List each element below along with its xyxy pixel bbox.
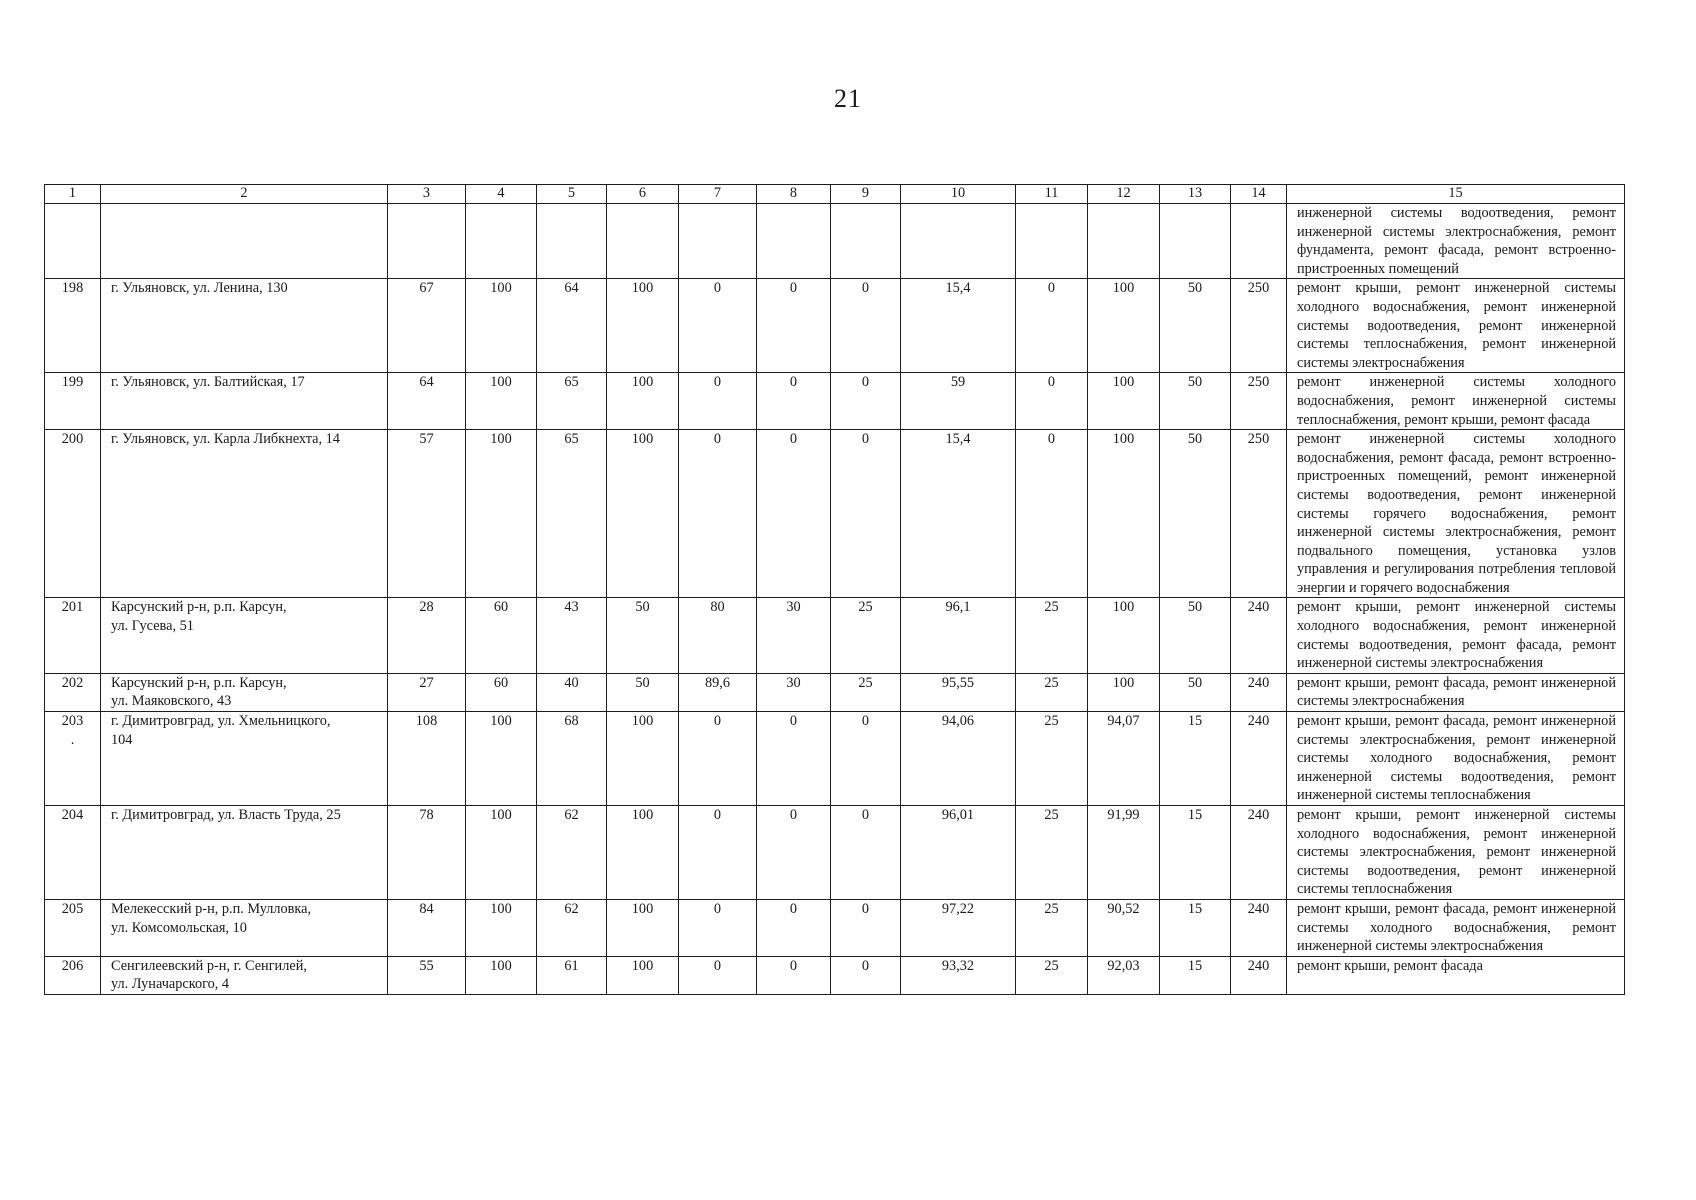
value-cell-c10: 95,55 — [901, 673, 1016, 711]
column-header: 4 — [466, 185, 537, 204]
table-row — [45, 899, 1625, 956]
value-cell-c7: 0 — [679, 430, 757, 598]
value-cell-c4: 100 — [466, 806, 537, 900]
value-cell-c4: 100 — [466, 956, 537, 994]
value-cell-c11: 0 — [1016, 279, 1088, 373]
table-row — [45, 673, 1625, 711]
value-cell-c11: 25 — [1016, 899, 1088, 956]
value-cell-c7: 0 — [679, 712, 757, 806]
value-cell-c8: 0 — [757, 712, 831, 806]
value-cell-c8: 0 — [757, 279, 831, 373]
value-cell-c9: 0 — [831, 430, 901, 598]
value-cell-c8: 0 — [757, 430, 831, 598]
value-cell-c14: 240 — [1231, 806, 1287, 900]
value-cell-c5: 64 — [537, 279, 607, 373]
row-number-cell: 198 — [45, 279, 101, 373]
value-cell-c12: 100 — [1088, 373, 1160, 430]
row-number-cell: 200 — [45, 430, 101, 598]
value-cell-c13: 15 — [1160, 712, 1231, 806]
value-cell-c4: 100 — [466, 712, 537, 806]
value-cell-c13: 15 — [1160, 899, 1231, 956]
work-description-cell: инженерной системы водоотведения, ремонт инженерной системы электроснабжения, ремонт фундамента, ремонт фасада, ремонт встроенно-пристроенных помещений — [1287, 204, 1625, 279]
value-cell-c10: 97,22 — [901, 899, 1016, 956]
value-cell-c13: 50 — [1160, 673, 1231, 711]
value-cell-c13: 50 — [1160, 598, 1231, 673]
value-cell-c9: 25 — [831, 598, 901, 673]
row-number-cell: 203 . — [45, 712, 101, 806]
value-cell-c6: 50 — [607, 673, 679, 711]
row-number-cell: 205 — [45, 899, 101, 956]
value-cell-c8: 0 — [757, 899, 831, 956]
address-cell: Карсунский р-н, р.п. Карсун, ул. Маяковского, 43 — [101, 673, 388, 711]
value-cell-c12: 100 — [1088, 673, 1160, 711]
value-cell-c8: 0 — [757, 373, 831, 430]
value-cell-c11: 0 — [1016, 373, 1088, 430]
value-cell-c13: 50 — [1160, 430, 1231, 598]
address-cell: г. Димитровград, ул. Хмельницкого, 104 — [101, 712, 388, 806]
value-cell-c14: 240 — [1231, 956, 1287, 994]
value-cell-c6: 100 — [607, 956, 679, 994]
value-cell-c7: 0 — [679, 899, 757, 956]
value-cell-c14: 250 — [1231, 430, 1287, 598]
value-cell-c14: 240 — [1231, 899, 1287, 956]
value-cell-c10: 59 — [901, 373, 1016, 430]
value-cell-c14: 240 — [1231, 598, 1287, 673]
value-cell-c6: 100 — [607, 373, 679, 430]
value-cell-c5: 40 — [537, 673, 607, 711]
table-row — [45, 806, 1625, 900]
value-cell-c10: 94,06 — [901, 712, 1016, 806]
value-cell-c10: 96,1 — [901, 598, 1016, 673]
value-cell-c8: 0 — [757, 806, 831, 900]
value-cell-c14: 240 — [1231, 673, 1287, 711]
value-cell-c13: 15 — [1160, 956, 1231, 994]
value-cell-c5: 68 — [537, 712, 607, 806]
value-cell-c6: 100 — [607, 899, 679, 956]
work-description-cell: ремонт крыши, ремонт фасада, ремонт инженерной системы электроснабжения, ремонт инженерной системы холодного водоснабжения, ремонт инженерной системы водоотведения, ремонт инженерной системы теплоснабжения — [1287, 712, 1625, 806]
value-cell-c7: 0 — [679, 373, 757, 430]
value-cell-c5: 62 — [537, 899, 607, 956]
value-cell-c9: 0 — [831, 806, 901, 900]
value-cell-c8: 30 — [757, 598, 831, 673]
table-row — [45, 598, 1625, 673]
column-header: 6 — [607, 185, 679, 204]
value-cell-c3: 27 — [388, 673, 466, 711]
work-description-cell: ремонт крыши, ремонт инженерной системы холодного водоснабжения, ремонт инженерной системы водоотведения, ремонт фасада, ремонт инженерной системы электроснабжения — [1287, 598, 1625, 673]
table-row — [45, 712, 1625, 806]
address-cell: Карсунский р-н, р.п. Карсун, ул. Гусева, 51 — [101, 598, 388, 673]
value-cell-c11: 25 — [1016, 712, 1088, 806]
value-cell-c13: 50 — [1160, 279, 1231, 373]
column-header: 3 — [388, 185, 466, 204]
value-cell-c6: 100 — [607, 806, 679, 900]
value-cell-c11: 25 — [1016, 806, 1088, 900]
value-cell-c9: 0 — [831, 279, 901, 373]
value-cell-c9: 0 — [831, 712, 901, 806]
value-cell-c10: 15,4 — [901, 430, 1016, 598]
work-description-cell: ремонт крыши, ремонт фасада — [1287, 956, 1625, 994]
value-cell-c6: 100 — [607, 430, 679, 598]
row-number-cell: 201 — [45, 598, 101, 673]
column-header: 8 — [757, 185, 831, 204]
column-header: 7 — [679, 185, 757, 204]
address-cell: г. Ульяновск, ул. Балтийская, 17 — [101, 373, 388, 430]
value-cell-c11: 25 — [1016, 598, 1088, 673]
page-number: 21 — [834, 84, 862, 113]
work-description-cell: ремонт инженерной системы холодного водоснабжения, ремонт фасада, ремонт встроенно-пристроенных помещений, ремонт инженерной системы водоотведения, ремонт инженерной системы горячего водоснабжения, ремонт инженерной системы электроснабжения, ремонт подвального помещения, установка узлов управления и регулирования потребления тепловой энергии и горячего водоснабжения — [1287, 430, 1625, 598]
column-header: 14 — [1231, 185, 1287, 204]
row-number-cell: 206 — [45, 956, 101, 994]
row-number-cell: 199 — [45, 373, 101, 430]
value-cell-c11: 25 — [1016, 956, 1088, 994]
work-description-cell: ремонт крыши, ремонт инженерной системы холодного водоснабжения, ремонт инженерной системы электроснабжения, ремонт инженерной системы водоотведения, ремонт инженерной системы теплоснабжения — [1287, 806, 1625, 900]
value-cell-c3: 108 — [388, 712, 466, 806]
value-cell-c6: 100 — [607, 279, 679, 373]
value-cell-c3: 28 — [388, 598, 466, 673]
value-cell-c10: 93,32 — [901, 956, 1016, 994]
address-cell: Мелекесский р-н, р.п. Мулловка, ул. Комсомольская, 10 — [101, 899, 388, 956]
value-cell-c6: 100 — [607, 712, 679, 806]
work-description-cell: ремонт крыши, ремонт фасада, ремонт инженерной системы электроснабжения — [1287, 673, 1625, 711]
value-cell-c12: 100 — [1088, 279, 1160, 373]
value-cell-c7: 80 — [679, 598, 757, 673]
value-cell-c12: 94,07 — [1088, 712, 1160, 806]
table-row — [45, 373, 1625, 430]
work-description-cell: ремонт крыши, ремонт фасада, ремонт инженерной системы холодного водоснабжения, ремонт инженерной системы электроснабжения — [1287, 899, 1625, 956]
value-cell-c3: 57 — [388, 430, 466, 598]
value-cell-c3: 55 — [388, 956, 466, 994]
repair-program-table — [44, 184, 1625, 995]
address-cell: г. Димитровград, ул. Власть Труда, 25 — [101, 806, 388, 900]
column-header: 10 — [901, 185, 1016, 204]
table-header-row — [45, 185, 1625, 204]
value-cell-c11: 25 — [1016, 673, 1088, 711]
value-cell-c5: 65 — [537, 373, 607, 430]
value-cell-c9: 0 — [831, 373, 901, 430]
row-number-cell: 202 — [45, 673, 101, 711]
value-cell-c12: 100 — [1088, 598, 1160, 673]
value-cell-c10: 96,01 — [901, 806, 1016, 900]
value-cell-c7: 0 — [679, 806, 757, 900]
table-row — [45, 956, 1625, 994]
value-cell-c4: 60 — [466, 673, 537, 711]
value-cell-c8: 0 — [757, 956, 831, 994]
table-row — [45, 279, 1625, 373]
value-cell-c4: 100 — [466, 373, 537, 430]
value-cell-c12: 90,52 — [1088, 899, 1160, 956]
value-cell-c13: 15 — [1160, 806, 1231, 900]
value-cell-c14: 250 — [1231, 279, 1287, 373]
value-cell-c3: 78 — [388, 806, 466, 900]
value-cell-c9: 25 — [831, 673, 901, 711]
value-cell-c10: 15,4 — [901, 279, 1016, 373]
work-description-cell: ремонт крыши, ремонт инженерной системы холодного водоснабжения, ремонт инженерной системы водоотведения, ремонт инженерной системы теплоснабжения, ремонт инженерной системы электроснабжения — [1287, 279, 1625, 373]
value-cell-c14: 250 — [1231, 373, 1287, 430]
row-number-cell: 204 — [45, 806, 101, 900]
column-header: 9 — [831, 185, 901, 204]
value-cell-c4: 100 — [466, 899, 537, 956]
value-cell-c6: 50 — [607, 598, 679, 673]
column-header: 1 — [45, 185, 101, 204]
value-cell-c12: 92,03 — [1088, 956, 1160, 994]
value-cell-c3: 67 — [388, 279, 466, 373]
value-cell-c11: 0 — [1016, 430, 1088, 598]
column-header: 15 — [1287, 185, 1625, 204]
value-cell-c5: 65 — [537, 430, 607, 598]
value-cell-c9: 0 — [831, 899, 901, 956]
work-description-cell: ремонт инженерной системы холодного водоснабжения, ремонт инженерной системы теплоснабжения, ремонт крыши, ремонт фасада — [1287, 373, 1625, 430]
value-cell-c7: 89,6 — [679, 673, 757, 711]
value-cell-c3: 84 — [388, 899, 466, 956]
value-cell-c4: 100 — [466, 279, 537, 373]
value-cell-c5: 62 — [537, 806, 607, 900]
value-cell-c14: 240 — [1231, 712, 1287, 806]
address-cell: г. Ульяновск, ул. Ленина, 130 — [101, 279, 388, 373]
continuation-row — [45, 204, 1625, 279]
column-header: 2 — [101, 185, 388, 204]
address-cell: Сенгилеевский р-н, г. Сенгилей, ул. Луначарского, 4 — [101, 956, 388, 994]
column-header: 12 — [1088, 185, 1160, 204]
value-cell-c12: 91,99 — [1088, 806, 1160, 900]
table-row — [45, 430, 1625, 598]
value-cell-c7: 0 — [679, 279, 757, 373]
value-cell-c9: 0 — [831, 956, 901, 994]
value-cell-c4: 60 — [466, 598, 537, 673]
value-cell-c8: 30 — [757, 673, 831, 711]
value-cell-c13: 50 — [1160, 373, 1231, 430]
column-header: 5 — [537, 185, 607, 204]
value-cell-c5: 43 — [537, 598, 607, 673]
value-cell-c12: 100 — [1088, 430, 1160, 598]
value-cell-c3: 64 — [388, 373, 466, 430]
value-cell-c7: 0 — [679, 956, 757, 994]
value-cell-c5: 61 — [537, 956, 607, 994]
column-header: 11 — [1016, 185, 1088, 204]
value-cell-c4: 100 — [466, 430, 537, 598]
column-header: 13 — [1160, 185, 1231, 204]
address-cell: г. Ульяновск, ул. Карла Либкнехта, 14 — [101, 430, 388, 598]
